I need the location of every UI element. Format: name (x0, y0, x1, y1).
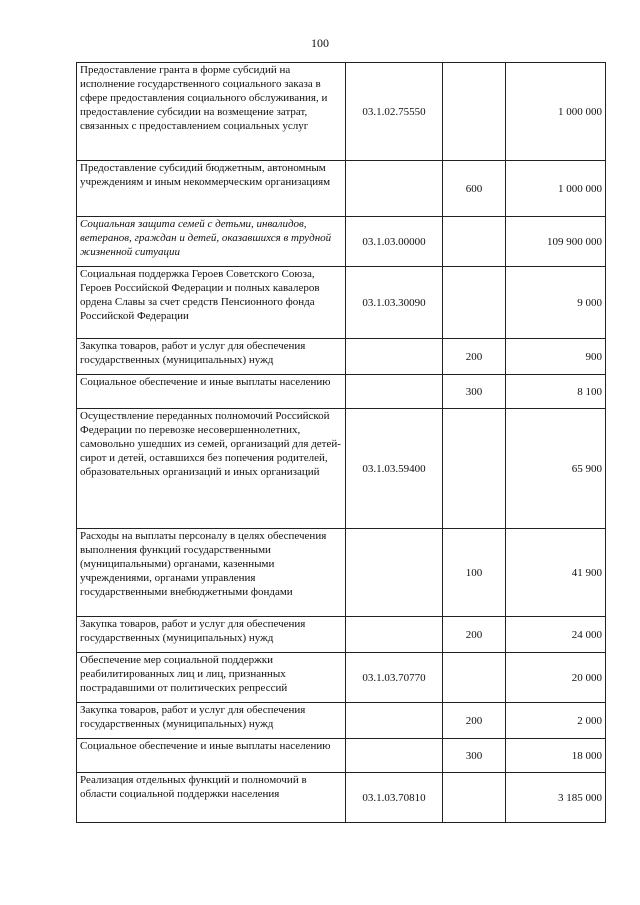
row-name: Расходы на выплаты персоналу в целях обеспечения выполнения функций государственными (муниципальными) органами, казенными учреждениями, органами управления государственными внебюджетными фондами (77, 529, 346, 617)
row-amount: 1 000 000 (506, 161, 606, 217)
row-code: 03.1.03.70810 (346, 773, 443, 823)
row-vr: 200 (443, 703, 506, 739)
row-vr (443, 267, 506, 339)
table-row (77, 409, 606, 529)
page-number: 100 (311, 36, 329, 50)
row-vr (443, 409, 506, 529)
row-amount: 65 900 (506, 409, 606, 529)
row-code (346, 375, 443, 409)
row-name: Закупка товаров, работ и услуг для обеспечения государственных (муниципальных) нужд (77, 617, 346, 653)
row-name: Реализация отдельных функций и полномочий в области социальной поддержки населения (77, 773, 346, 823)
table-row (77, 161, 606, 217)
row-name: Закупка товаров, работ и услуг для обеспечения государственных (муниципальных) нужд (77, 339, 346, 375)
row-vr: 600 (443, 161, 506, 217)
table-row (77, 375, 606, 409)
table-row (77, 529, 606, 617)
row-name: Социальное обеспечение и иные выплаты населению (77, 739, 346, 773)
row-amount: 8 100 (506, 375, 606, 409)
row-name: Социальная защита семей с детьми, инвалидов, ветеранов, граждан и детей, оказавшихся в трудной жизненной ситуации (77, 217, 346, 267)
table-row (77, 617, 606, 653)
row-code: 03.1.02.75550 (346, 63, 443, 161)
row-code (346, 703, 443, 739)
row-code: 03.1.03.30090 (346, 267, 443, 339)
row-amount: 41 900 (506, 529, 606, 617)
row-vr: 200 (443, 617, 506, 653)
table-row (77, 217, 606, 267)
row-vr (443, 653, 506, 703)
row-amount: 9 000 (506, 267, 606, 339)
row-vr: 200 (443, 339, 506, 375)
row-amount: 2 000 (506, 703, 606, 739)
row-name: Осуществление переданных полномочий Российской Федерации по перевозке несовершеннолетних, самовольно ушедших из семей, организаций для детей-сирот и детей, оставшихся без попечения родителей, образовательных организаций и иных организаций (77, 409, 346, 529)
row-vr: 100 (443, 529, 506, 617)
table-row (77, 739, 606, 773)
row-amount: 109 900 000 (506, 217, 606, 267)
row-name: Закупка товаров, работ и услуг для обеспечения государственных (муниципальных) нужд (77, 703, 346, 739)
row-amount: 900 (506, 339, 606, 375)
table-row (77, 773, 606, 823)
table-row (77, 653, 606, 703)
row-amount: 18 000 (506, 739, 606, 773)
table-row (77, 63, 606, 161)
table-row (77, 267, 606, 339)
row-code: 03.1.03.70770 (346, 653, 443, 703)
row-amount: 3 185 000 (506, 773, 606, 823)
row-name: Предоставление субсидий бюджетным, автономным учреждениям и иным некоммерческим организациям (77, 161, 346, 217)
row-name: Обеспечение мер социальной поддержки реабилитированных лиц и лиц, признанных пострадавшими от политических репрессий (77, 653, 346, 703)
row-name: Социальная поддержка Героев Советского Союза, Героев Российской Федерации и полных кавалеров ордена Славы за счет средств Пенсионного фонда Российской Федерации (77, 267, 346, 339)
row-vr (443, 217, 506, 267)
row-code (346, 529, 443, 617)
row-vr (443, 63, 506, 161)
row-name: Социальное обеспечение и иные выплаты населению (77, 375, 346, 409)
row-name: Предоставление гранта в форме субсидий на исполнение государственного социального заказа в сфере предоставления социального обслуживания, и предоставление субсидии на возмещение затрат, связанных с предоставлением социальных услуг (77, 63, 346, 161)
budget-table (76, 62, 606, 823)
row-vr (443, 773, 506, 823)
row-code: 03.1.03.00000 (346, 217, 443, 267)
row-amount: 1 000 000 (506, 63, 606, 161)
row-amount: 20 000 (506, 653, 606, 703)
table-row (77, 339, 606, 375)
row-amount: 24 000 (506, 617, 606, 653)
table-row (77, 703, 606, 739)
row-vr: 300 (443, 739, 506, 773)
row-code (346, 339, 443, 375)
row-code (346, 617, 443, 653)
row-code: 03.1.03.59400 (346, 409, 443, 529)
row-code (346, 161, 443, 217)
row-code (346, 739, 443, 773)
row-vr: 300 (443, 375, 506, 409)
